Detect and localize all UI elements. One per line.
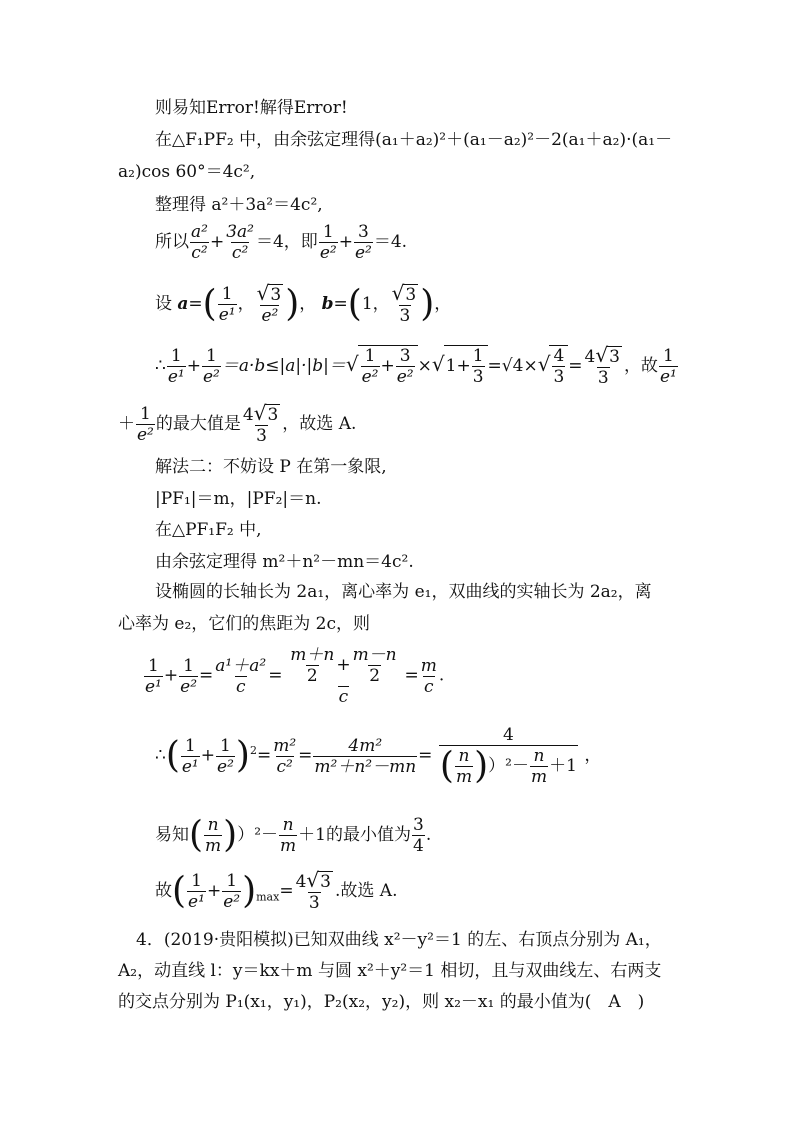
equation-line-5: 所以 $\frac{\text{a²}}{\text{c²}}$ + $\frac{\text{3a²}}{\text{c²}}$ ＝4，即 $\frac{1}{\text{e²}}$ + $\frac{3}{\text{e²}}$ ＝4. [155,222,408,263]
text-line-1: 则易知Error!解得Error! [155,98,348,118]
equation-line-8: ＋ $\frac{1}{\text{e²}}$ 的最大值是 $\frac{4√3}{3}$ ，故选 A. [118,401,357,446]
text-line-4: 整理得 a²＋3a²＝4c², [155,195,323,215]
text-line-9: 解法二：不妨设 P 在第一象限, [155,457,387,477]
fraction: $\frac{1}{\text{e²}}$ [319,222,337,263]
text-line-10: |PF₁|＝m，|PF₂|＝n. [155,489,322,509]
text-prefix: 所以 [155,232,189,252]
text-line-11: 在△PF₁F₂ 中, [155,520,262,540]
equation-line-16: ∴( $\frac{1}{\text{e¹}}$ + $\frac{1}{\text{e²}}$ )$^2$= $\frac{\text{m²}}{\text{c²}}$ = $\frac{\text{4m²}}{\text{m²＋n²－mn}}$ = 4 ( $\frac{n}{m}$ )）²－ $\frac{n}{m}$ ＋1 ， [155,725,602,787]
text-line-12: 由余弦定理得 m²＋n²－mn＝4c². [155,552,414,572]
problem-4-line-1: 4．(2019·贵阳模拟)已知双曲线 x²－y²＝1 的左、右顶点分别为 A₁， [136,930,662,950]
equation-line-15: $\frac{1}{\text{e¹}}$ + $\frac{1}{\text{e²}}$ = $\frac{\text{a¹＋a²}}{c}$ = $\frac{m+n}{2}$ + $\frac{m-n}{2}$ c = $\frac{m}{c}$ . [145,645,445,707]
equation-line-6: 设 a=( $\frac{1}{\text{e¹}}$ ， $\frac{√3}{\text{e²}}$ )， b=(1， $\frac{√3}{3}$ )， [155,281,452,326]
equation-line-7: ∴ $\frac{1}{\text{e¹}}$ + $\frac{1}{\text{e²}}$ ＝a·b≤|a|·|b|＝√ $\frac{1}{\text{e²}}$ + $\frac{3}{\text{e²}}$ ×√1+ $\frac{1}{3}$ =√4×√ $\frac{4}{3}$ = $\frac{4√3}{3}$ ，故 $\frac{1}{\text{e¹}}$ [155,343,677,388]
equation-line-18: 故( $\frac{1}{\text{e¹}}$ + $\frac{1}{\text{e²}}$ )$_{max}=$ $\frac{4√3}{3}$ .故选 A. [155,868,398,913]
text-line-2: 在△F₁PF₂ 中，由余弦定理得(a₁＋a₂)²＋(a₁－a₂)²－2(a₁＋a₂)·(a₁－ [155,130,673,150]
text-line-14: 心率为 e₂，它们的焦距为 2c，则 [118,614,371,634]
problem-4-line-3: 的交点分别为 P₁(x₁，y₁)，P₂(x₂，y₂)，则 x₂－x₁ 的最小值为( A ) [118,992,645,1012]
fraction: $\frac{\text{3a²}}{\text{c²}}$ [226,222,254,263]
text-line-3: a₂)cos 60°＝4c², [118,162,256,182]
equation-line-17: 易知( $\frac{n}{m}$ )）²－ $\frac{n}{m}$ ＋1的最小值为 $\frac{3}{4}$ . [155,814,432,856]
fraction: $\frac{3}{\text{e²}}$ [354,222,372,263]
problem-4-line-2: A₂，动直线 l：y＝kx＋m 与圆 x²＋y²＝1 相切，且与双曲线左、右两支 [118,961,662,981]
text-line-13: 设椭圆的长轴长为 2a₁，离心率为 e₁，双曲线的实轴长为 2a₂，离 [155,582,652,602]
fraction: $\frac{\text{a²}}{\text{c²}}$ [191,222,208,263]
